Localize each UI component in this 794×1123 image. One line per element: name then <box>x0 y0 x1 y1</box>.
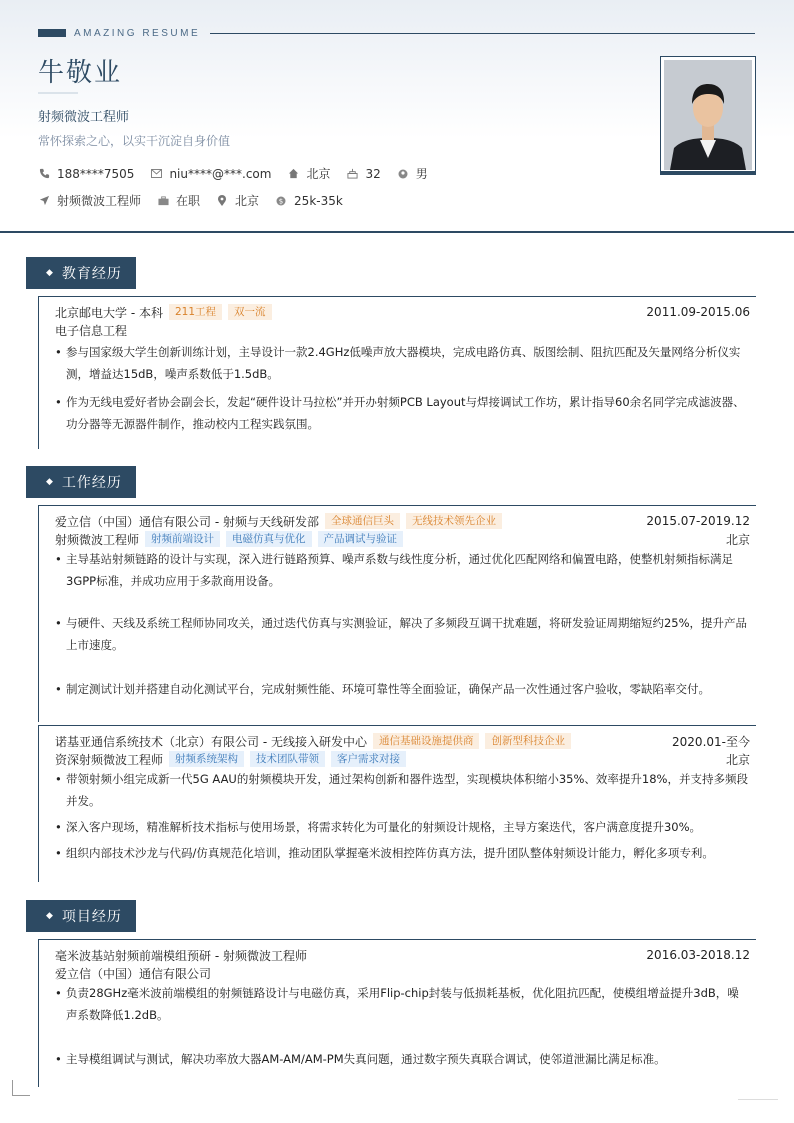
skill-tag: 客户需求对接 <box>331 751 406 767</box>
candidate-name: 牛敬业 <box>38 58 123 88</box>
project-company: 爱立信（中国）通信有限公司 <box>55 966 212 981</box>
entry-location: 北京 <box>725 752 750 767</box>
entry-header <box>55 512 750 530</box>
entry-location: 北京 <box>725 532 750 547</box>
company-tag: 全球通信巨头 <box>325 513 400 529</box>
company-tag: 创新型科技企业 <box>485 733 571 749</box>
bullet-item: • 参与国家级大学生创新训练计划，主导设计一款2.4GHz低噪声放大器模块，完成电路仿真、版图绘制、阻抗匹配及矢量网络分析仪实测，增益达15dB，噪声系数低于1.5dB。 <box>55 341 750 385</box>
project-block <box>38 939 756 1087</box>
phone-icon <box>38 168 50 180</box>
home-icon <box>287 168 299 180</box>
tagline-bar <box>38 29 66 37</box>
diamond-icon: ◆ <box>46 911 54 921</box>
major: 电子信息工程 <box>55 323 128 338</box>
skill-tag: 电磁仿真与优化 <box>226 531 312 547</box>
entry-date: 2016.03-2018.12 <box>646 948 750 962</box>
section-heading-project <box>26 900 136 932</box>
tagline <box>38 27 200 39</box>
section-title: 项目经历 <box>61 909 122 925</box>
section-title: 工作经历 <box>61 475 122 491</box>
school-tag: 211工程 <box>169 304 222 320</box>
mail-icon <box>150 168 162 180</box>
gender-text: 男 <box>415 167 428 181</box>
location-info <box>216 192 259 209</box>
entry-header <box>55 732 750 750</box>
school-tag: 双一流 <box>228 304 272 320</box>
work-block-2 <box>38 725 756 882</box>
entry-date: 2020.01-至今 <box>672 734 750 749</box>
bullet-item: • 主导基站射频链路的设计与实现，深入进行链路预算、噪声系数与线性度分析，通过优化匹配网络和偏置电路，使整机射频指标满足3GPP标准，并成功应用于多款商用设备。 <box>55 548 750 592</box>
page-corner-mark <box>12 1080 30 1096</box>
age-text: 32 <box>365 166 381 181</box>
phone-info <box>38 167 134 181</box>
work-entry <box>39 506 756 700</box>
work-entry <box>39 726 756 864</box>
tagline-divider <box>210 33 755 34</box>
city-info <box>287 165 330 182</box>
svg-text:$: $ <box>278 197 284 205</box>
bullet-item: • 组织内部技术沙龙与代码/仿真规范化培训，推动团队掌握毫米波相控阵仿真方法，提升团队整体射频设计能力，孵化多项专利。 <box>55 842 750 864</box>
intent-role-text: 射频微波工程师 <box>57 194 142 208</box>
skill-tag: 技术团队带领 <box>250 751 325 767</box>
entry-subheader <box>55 321 750 339</box>
project-entry <box>39 940 756 1070</box>
salary-icon <box>275 195 287 207</box>
entry-header <box>55 303 750 321</box>
entry-subheader <box>55 750 750 768</box>
gender-icon <box>397 168 409 180</box>
status-text: 在职 <box>176 194 201 208</box>
school-title: 北京邮电大学 - 本科 <box>55 305 163 320</box>
section-heading-work <box>26 466 136 498</box>
cake-icon <box>346 168 358 180</box>
bullet-item: • 带领射频小组完成新一代5G AAU的射频模块开发，通过架构创新和器件选型，实现模块体积缩小35%、效率提升18%，并支持多频段并发。 <box>55 768 750 812</box>
avatar <box>664 60 752 170</box>
education-entry <box>39 297 756 435</box>
company-title: 爱立信（中国）通信有限公司 - 射频与天线研发部 <box>55 514 319 529</box>
email-text: niu****@***.com <box>169 166 272 181</box>
profile-photo <box>660 56 756 174</box>
tagline-text: AMAZING RESUME <box>74 27 201 39</box>
diamond-icon: ◆ <box>46 268 54 278</box>
candidate-motto: 常怀探索之心，以实干沉淀自身价值 <box>38 134 231 148</box>
skill-tag: 产品调试与验证 <box>318 531 404 547</box>
bullet-item: • 负责28GHz毫米波前端模组的射频链路设计与电磁仿真，采用Flip-chip封装与低损耗基板，优化阻抗匹配，使模组增益提升3dB，噪声系数降低1.2dB。 <box>55 982 750 1026</box>
bullet-item: • 作为无线电爱好者协会副会长，发起“硬件设计马拉松”并开办射频PCB Layout与焊接调试工作坊，累计指导60余名同学完成滤波器、功分器等无源器件制作，推动校内工程实践氛围。 <box>55 391 750 435</box>
project-title: 毫米波基站射频前端模组预研 - 射频微波工程师 <box>55 948 307 963</box>
contact-row <box>38 165 444 182</box>
bullet-item: • 深入客户现场，精准解析技术指标与使用场景，将需求转化为可量化的射频设计规格，主导方案迭代，客户满意度提升30%。 <box>55 816 750 838</box>
bullet-item: • 主导模组调试与测试，解决功率放大器AM-AM/AM-PM失真问题，通过数字预失真联合调试，使邻道泄漏比满足标准。 <box>55 1048 750 1070</box>
entry-date: 2015.07-2019.12 <box>646 514 750 528</box>
education-block <box>38 296 756 449</box>
bullet-item: • 与硬件、天线及系统工程师协同攻关，通过迭代仿真与实测验证，解决了多频段互调干扰难题，将研发验证周期缩短约25%，提升产品上市速度。 <box>55 612 750 656</box>
section-title: 教育经历 <box>61 266 122 282</box>
bullet-item: • 制定测试计划并搭建自动化测试平台，完成射频性能、环境可靠性等全面验证，确保产品一次性通过客户验收，零缺陷率交付。 <box>55 678 750 700</box>
phone-text: 188****7505 <box>57 166 135 181</box>
location-icon <box>216 195 228 207</box>
intent-role-info <box>38 192 141 209</box>
entry-subheader <box>55 964 750 982</box>
resume-header <box>0 0 794 233</box>
company-tag: 通信基础设施提供商 <box>373 733 480 749</box>
section-heading-education <box>26 257 136 289</box>
candidate-role: 射频微波工程师 <box>38 110 130 125</box>
skill-tag: 射频前端设计 <box>145 531 220 547</box>
company-title: 诺基亚通信系统技术（北京）有限公司 - 无线接入研发中心 <box>55 734 367 749</box>
city-text: 北京 <box>306 167 331 181</box>
company-tag: 无线技术领先企业 <box>406 513 502 529</box>
status-info <box>157 192 200 209</box>
gender-info <box>397 165 428 182</box>
location-text: 北京 <box>235 194 260 208</box>
photo-accent-bar <box>660 171 756 175</box>
entry-subheader <box>55 530 750 548</box>
age-info <box>346 167 380 181</box>
job-intent-row <box>38 192 359 209</box>
email-info <box>150 167 271 181</box>
entry-date: 2011.09-2015.06 <box>646 305 750 319</box>
diamond-icon: ◆ <box>46 477 54 487</box>
work-block-1 <box>38 505 756 722</box>
send-icon <box>38 195 50 207</box>
skill-tag: 射频系统架构 <box>169 751 244 767</box>
entry-header <box>55 946 750 964</box>
page-corner-line <box>738 1099 778 1100</box>
briefcase-icon <box>157 195 169 207</box>
job-title: 射频微波工程师 <box>55 532 140 547</box>
salary-info <box>275 194 343 208</box>
salary-text: 25k-35k <box>294 193 343 208</box>
name-underline <box>38 92 78 94</box>
job-title: 资深射频微波工程师 <box>55 752 164 767</box>
